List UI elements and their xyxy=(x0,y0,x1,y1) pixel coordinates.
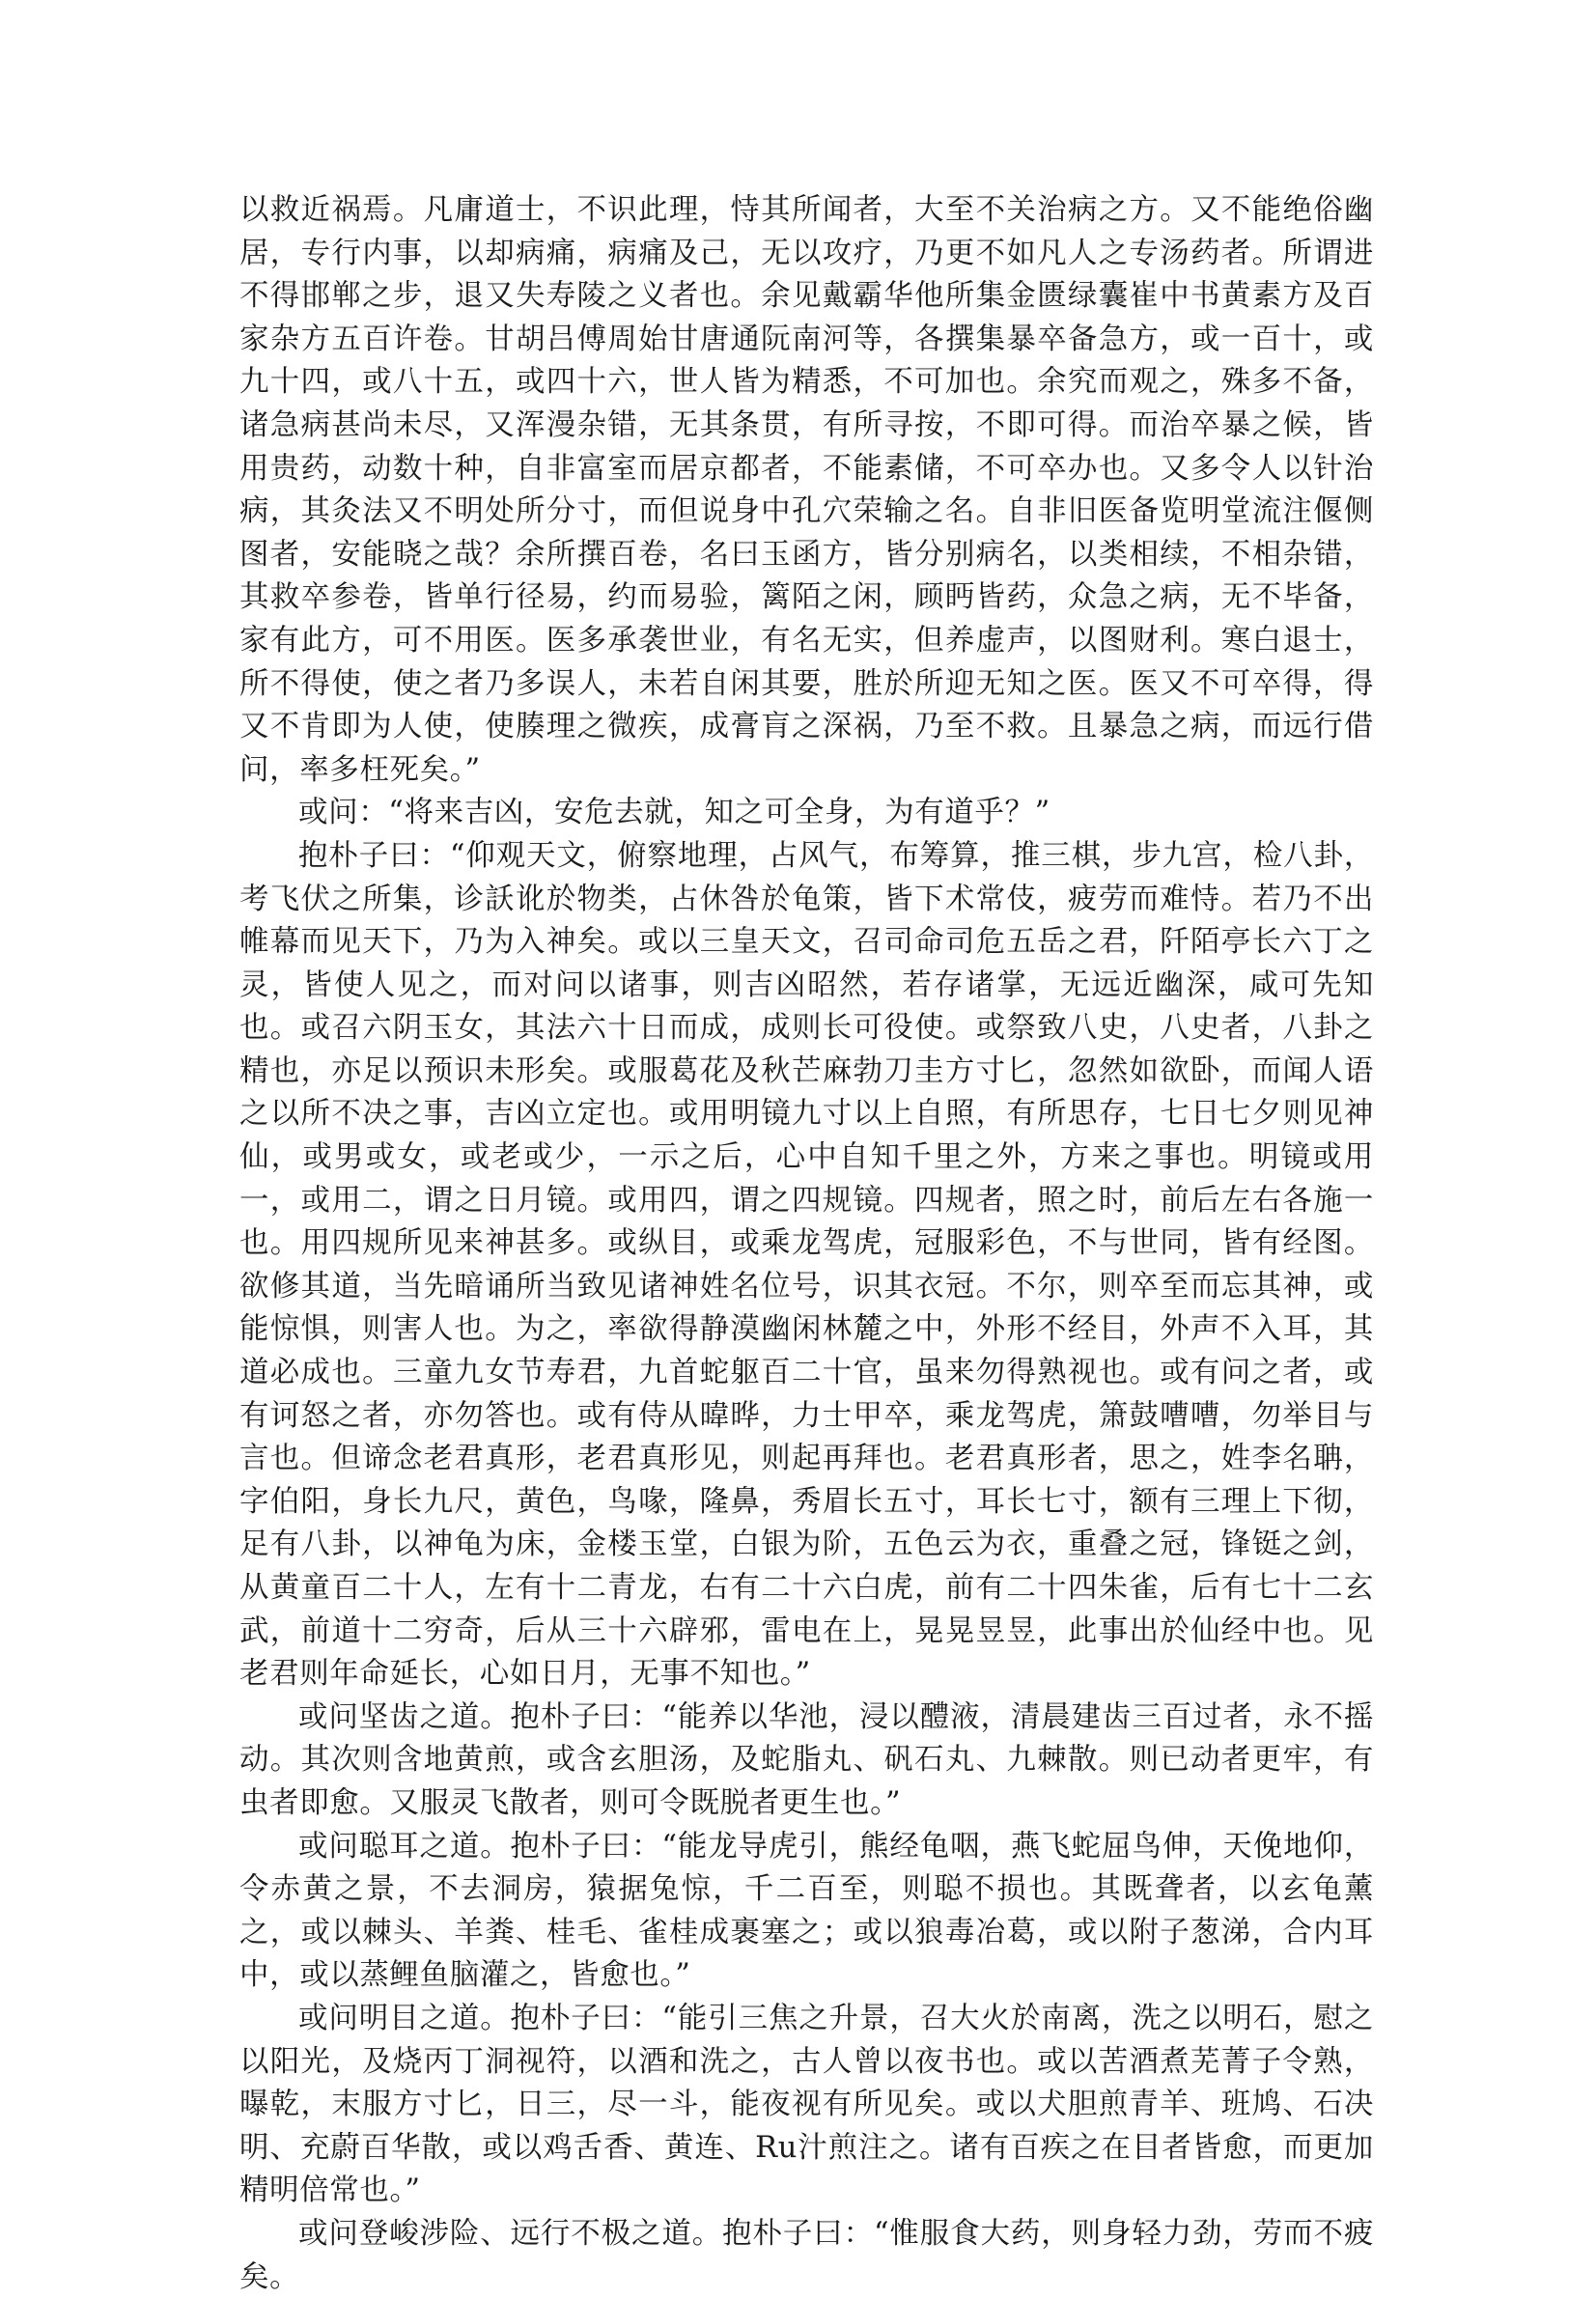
paragraph: 或问明目之道。抱朴子曰：“能引三焦之升景，召大火於南离，洗之以明石，慰之以阳光，及烧丙丁洞视符，以酒和洗之，古人曾以夜书也。或以苦酒煮芜菁子令熟，曝乾，末服方寸匕，日三，尽一斗，能夜视有所见矣。或以犬胆煎青羊、班鸠、石决明、充蔚百华散，或以鸡舌香、黄连、Ru汁煎注之。诸有百疾之在目者皆愈，而更加精明倍常也。” xyxy=(239,2001,1374,2208)
paragraph: 或问：“将来吉凶，安危去就，知之可全身，为有道乎？” xyxy=(298,796,1050,830)
paragraph: 以救近祸焉。凡庸道士，不识此理，恃其所闻者，大至不关治病之方。又不能绝俗幽居，专行内事，以却病痛，病痛及己，无以攻疗，乃更不如凡人之专汤药者。所谓进不得邯郸之步，退又失寿陵之义者也。余见戴霸华他所集金匮绿囊崔中书黄素方及百家杂方五百许卷。甘胡吕傅周始甘唐通阮南河等，各撰集暴卒备急方，或一百十，或九十四，或八十五，或四十六，世人皆为精悉，不可加也。余究而观之，殊多不备，诸急病甚尚未尽，又浑漫杂错，无其条贯，有所寻按，不即可得。而治卒暴之候，皆用贵药，动数十种，自非富室而居京都者，不能素储，不可卒办也。又多令人以针治病，其灸法又不明处所分寸，而但说身中孔穴荣输之名。自非旧医备览明堂流注偃侧图者，安能晓之哉？余所撰百卷，名曰玉函方，皆分别病名，以类相续，不相杂错，其救卒参卷，皆单行径易，约而易验，篱陌之闲，顾眄皆药，众急之病，无不毕备，家有此方，可不用医。医多承袭世业，有名无实，但养虚声，以图财利。寒白退士，所不得使，使之者乃多误人，未若自闲其要，胜於所迎无知之医。医又不可卒得，得又不肯即为人使，使腠理之微疾，成膏肓之深祸，乃至不救。且暴急之病，而远行借问，率多枉死矣。” xyxy=(239,193,1374,787)
paragraph: 或问聪耳之道。抱朴子曰：“能龙导虎引，熊经龟咽，燕飞蛇屈鸟伸，天俛地仰，令赤黄之景，不去洞房，猿据兔惊，千二百至，则聪不损也。其既聋者，以玄龟薰之，或以棘头、羊粪、桂毛、雀桂成裹塞之；或以狼毒冶葛，或以附子葱涕，合内耳中，或以蒸鲤鱼脑灌之，皆愈也。” xyxy=(239,1829,1374,1993)
paragraph: 或问坚齿之道。抱朴子曰：“能养以华池，浸以醴液，清晨建齿三百过者，永不摇动。其次则含地黄煎，或含玄胆汤，及蛇脂丸、矾石丸、九棘散。则已动者更牢，有虫者即愈。又服灵飞散者，则可令既脱者更生也。” xyxy=(239,1699,1374,1820)
document-body xyxy=(239,189,1374,2299)
paragraph: 或问登峻涉险、远行不极之道。抱朴子曰：“惟服食大药，则身轻力劲，劳而不疲矣。 xyxy=(239,2216,1374,2294)
paragraph: 抱朴子曰：“仰观天文，俯察地理，占风气，布筹算，推三棋，步九宫，检八卦，考飞伏之所集，诊訞讹於物类，占休咎於龟策，皆下术常伎，疲劳而难恃。若乃不出帷幕而见天下，乃为入神矣。或以三皇天文，召司命司危五岳之君，阡陌亭长六丁之灵，皆使人见之，而对问以诸事，则吉凶昭然，若存诸掌，无远近幽深，咸可先知也。或召六阴玉女，其法六十日而成，成则长可役使。或祭致八史，八史者，八卦之精也，亦足以预识未形矣。或服葛花及秋芒麻勃刀圭方寸匕，忽然如欲卧，而闻人语之以所不决之事，吉凶立定也。或用明镜九寸以上自照，有所思存，七日七夕则见神仙，或男或女，或老或少，一示之后，心中自知千里之外，方来之事也。明镜或用一，或用二，谓之日月镜。或用四，谓之四规镜。四规者，照之时，前后左右各施一也。用四规所见来神甚多。或纵目，或乘龙驾虎，冠服彩色，不与世同，皆有经图。欲修其道，当先暗诵所当致见诸神姓名位号，识其衣冠。不尔，则卒至而忘其神，或能惊惧，则害人也。为之，率欲得静漠幽闲林麓之中，外形不经目，外声不入耳，其道必成也。三童九女节寿君，九首蛇躯百二十官，虽来勿得熟视也。或有问之者，或有诃怒之者，亦勿答也。或有侍从暐晔，力士甲卒，乘龙驾虎，箫鼓嘈嘈，勿举目与言也。但谛念老君真形，老君真形见，则起再拜也。老君真形者，思之，姓李名聃，字伯阳，身长九尺，黄色，鸟喙，隆鼻，秀眉长五寸，耳长七寸，额有三理上下彻，足有八卦，以神龟为床，金楼玉堂，白银为阶，五色云为衣，重叠之冠，锋铤之剑，从黄童百二十人，左有十二青龙，右有二十六白虎，前有二十四朱雀，后有七十二玄武，前道十二穷奇，后从三十六辟邪，雷电在上，晃晃昱昱，此事出於仙经中也。见老君则年命延长，心如日月，无事不知也。” xyxy=(239,838,1374,1692)
